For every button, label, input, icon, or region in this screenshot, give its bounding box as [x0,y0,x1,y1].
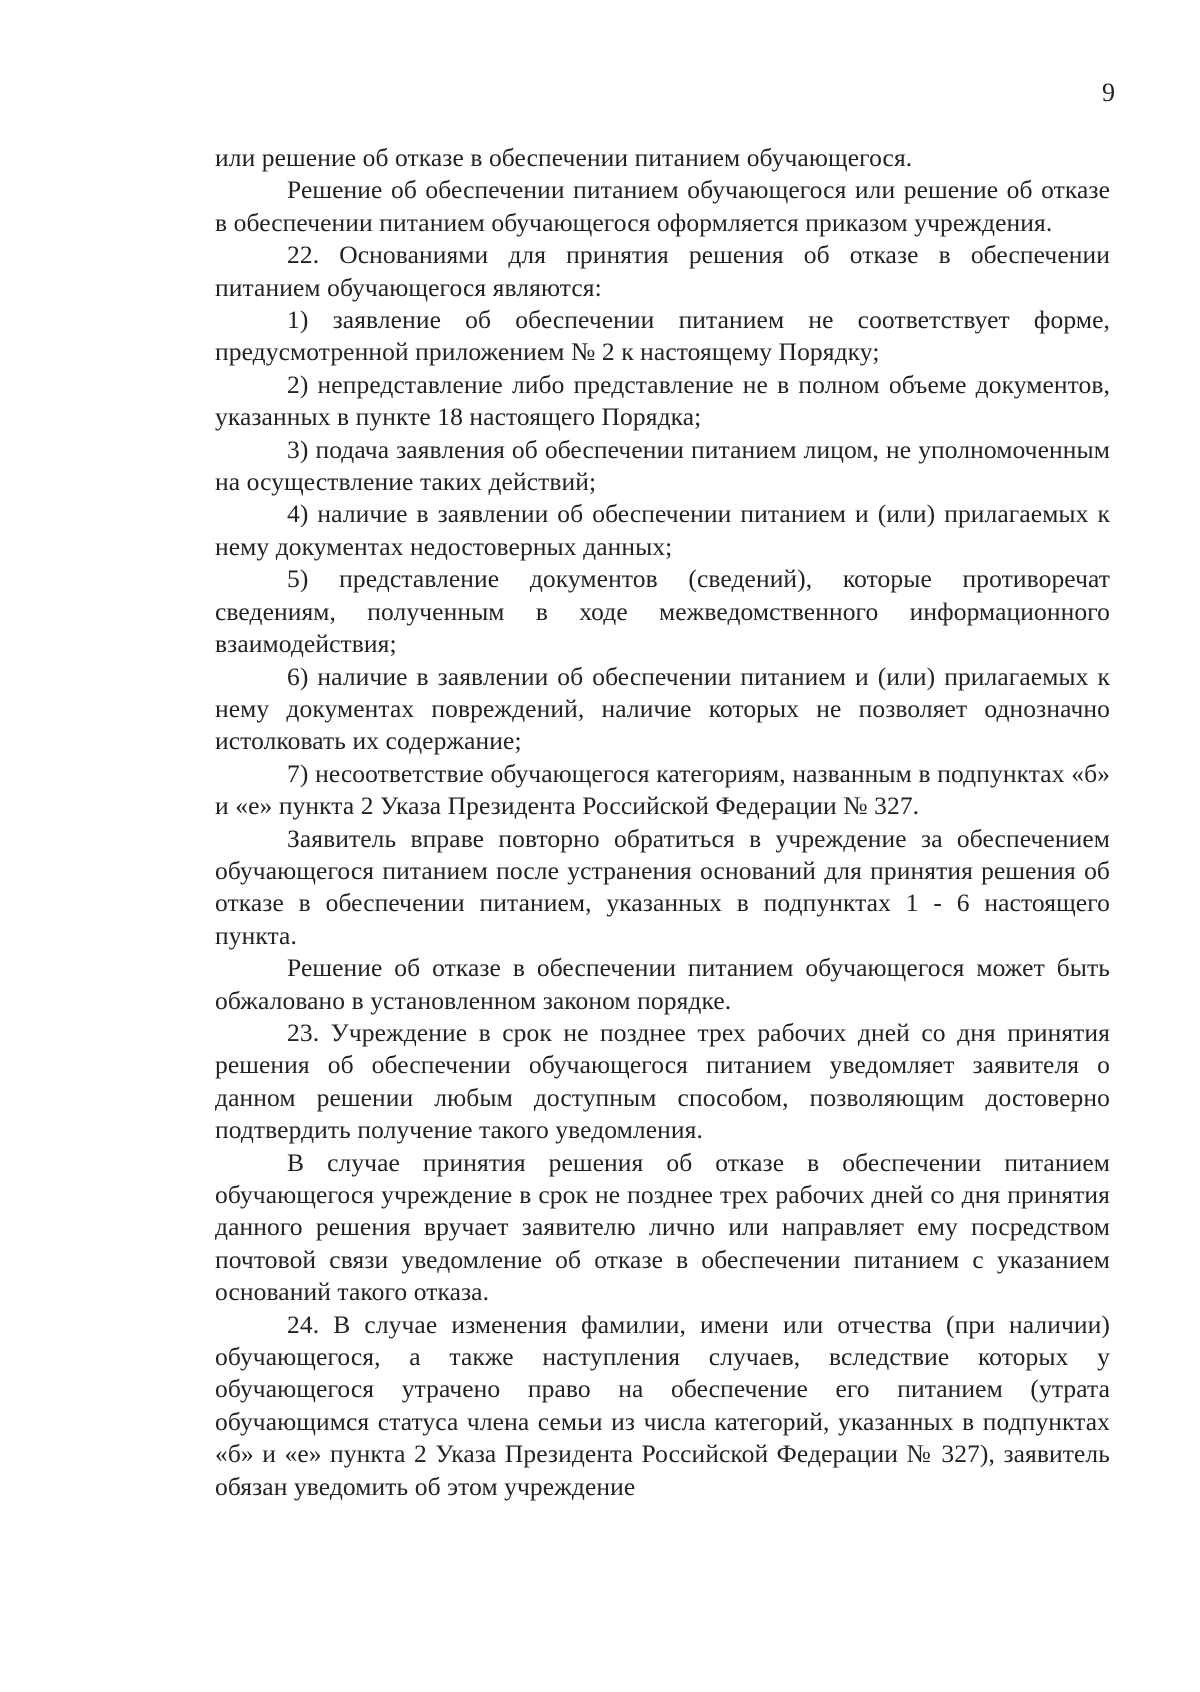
paragraph: 24. В случае изменения фамилии, имени или отчества (при наличии) обучающегося, а также наступления случаев, вследствие которых у обучающегося утрачено право на обеспечение его питанием (утрата обучающимся статуса члена семьи из числа категорий, указанных в подпунктах «б» и «е» пункта 2 Указа Президента Российской Федерации № 327), заявитель обязан уведомить об этом учреждение [215,1309,1110,1501]
paragraph: Решение об отказе в обеспечении питанием обучающегося может быть обжаловано в установленном законом порядке. [215,953,1110,1015]
paragraph: Заявитель вправе повторно обратиться в учреждение за обеспечением обучающегося питанием после устранения оснований для принятия решения об отказе в обеспечении питанием, указанных в подпунктах 1 - 6 настоящего пункта. [215,823,1110,950]
paragraph: 22. Основаниями для принятия решения об отказе в обеспечении питанием обучающегося являются: [215,240,1110,302]
page-number: 9 [1102,78,1115,107]
paragraph: В случае принятия решения об отказе в обеспечении питанием обучающегося учреждение в срок не позднее трех рабочих дней со дня принятия данного решения вручает заявителю лично или направляет ему посредством почтовой связи уведомление об отказе в обеспечении питанием с указанием оснований такого отказа. [215,1147,1110,1307]
list-item: 5) представление документов (сведений), которые противоречат сведениям, полученным в ходе межведомственного информационного взаимодействия; [215,564,1110,659]
list-item: 4) наличие в заявлении об обеспечении питанием и (или) прилагаемых к нему документах недостоверных данных; [215,499,1110,561]
paragraph: Решение об обеспечении питанием обучающегося или решение об отказе в обеспечении питанием обучающегося оформляется приказом учреждения. [215,175,1110,237]
paragraph: или решение об отказе в обеспечении питанием обучающегося. [215,143,913,172]
list-item: 6) наличие в заявлении об обеспечении питанием и (или) прилагаемых к нему документах повреждений, наличие которых не позволяет однозначно истолковать их содержание; [215,661,1110,756]
document-body [215,142,1110,1503]
list-item: 2) непредставление либо представление не в полном объеме документов, указанных в пункте 18 настоящего Порядка; [215,369,1110,432]
paragraph: 23. Учреждение в срок не позднее трех рабочих дней со дня принятия решения об обеспечении обучающегося питанием уведомляет заявителя о данном решении любым доступным способом, позволяющим достоверно подтвердить получение такого уведомления. [215,1017,1110,1145]
list-item: 3) подача заявления об обеспечении питанием лицом, не уполномоченным на осуществление таких действий; [215,434,1110,497]
list-item: 1) заявление об обеспечении питанием не соответствует форме, предусмотренной приложением № 2 к настоящему Порядку; [215,305,1110,367]
list-item: 7) несоответствие обучающегося категориям, названным в подпунктах «б» и «е» пункта 2 Указа Президента Российской Федерации № 327. [215,758,1110,821]
